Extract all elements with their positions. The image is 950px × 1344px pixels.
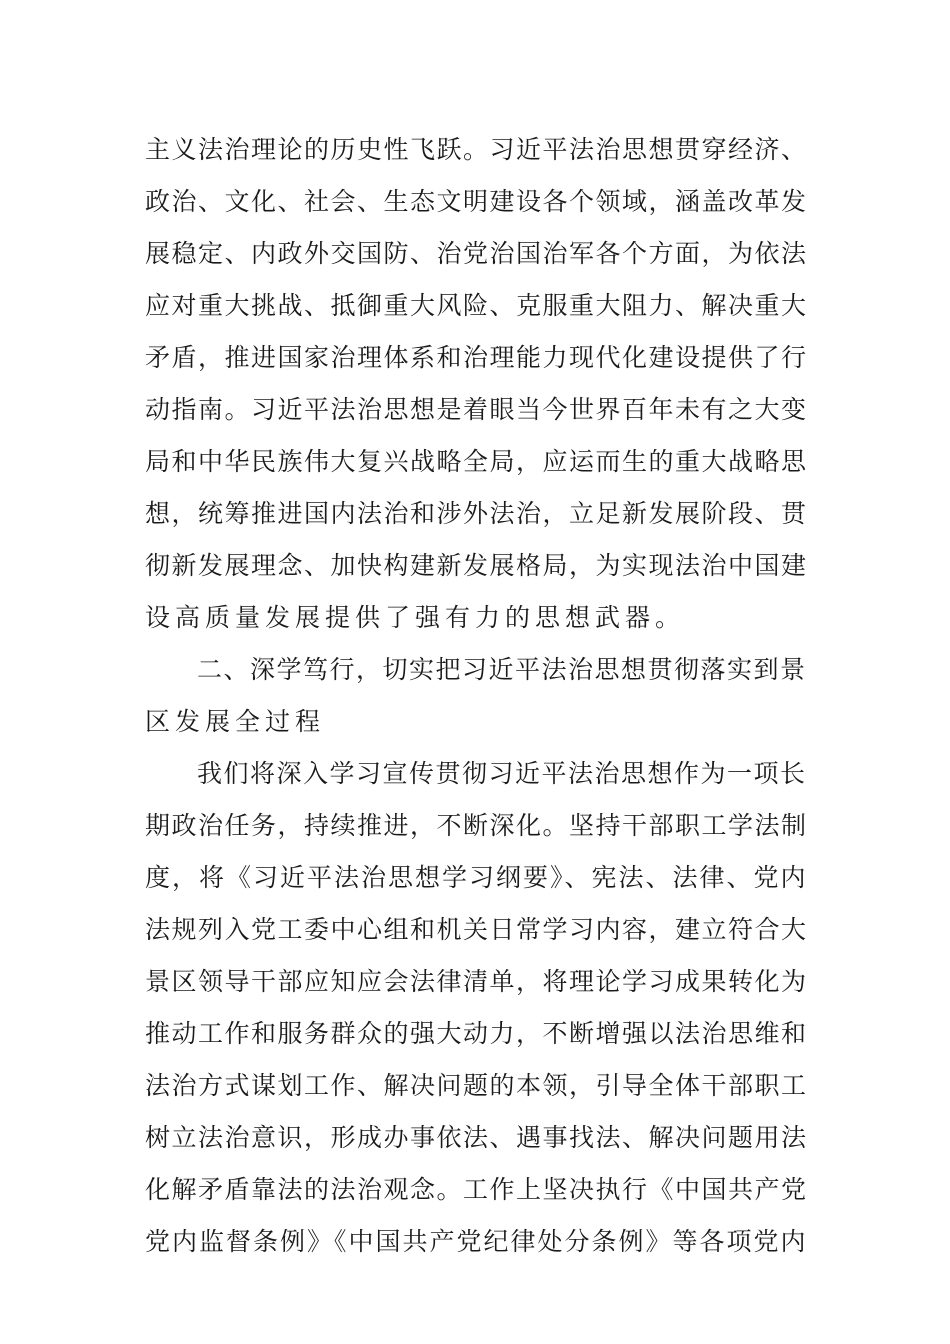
text-line: 主义法治理论的历史性飞跃。习近平法治思想贯穿经济、 [145,135,808,164]
text-line: 设高质量发展提供了强有力的思想武器。 [145,603,686,632]
text-line: 想，统筹推进国内法治和涉外法治，立足新发展阶段、贯 [145,499,808,528]
text-line: 度，将《习近平法治思想学习纲要》、宪法、法律、党内 [145,863,808,892]
text-line: 推动工作和服务群众的强大动力，不断增强以法治思维和 [145,1019,808,1048]
text-line: 景区领导干部应知应会法律清单，将理论学习成果转化为 [145,967,808,996]
text-line: 化解矛盾靠法的法治观念。工作上坚决执行《中国共产党 [145,1175,808,1204]
text-line: 法治方式谋划工作、解决问题的本领，引导全体干部职工 [145,1071,808,1100]
text-line: 展稳定、内政外交国防、治党治国治军各个方面，为依法 [145,239,808,268]
section-heading-line: 二、深学笃行，切实把习近平法治思想贯彻落实到景 [197,655,807,684]
section-heading-line: 区发展全过程 [145,707,326,736]
text-line: 树立法治意识，形成办事依法、遇事找法、解决问题用法 [145,1123,808,1152]
text-line: 动指南。习近平法治思想是着眼当今世界百年未有之大变 [145,395,808,424]
text-line: 法规列入党工委中心组和机关日常学习内容，建立符合大 [145,915,808,944]
text-line: 党内监督条例》《中国共产党纪律处分条例》等各项党内 [145,1227,808,1256]
text-line: 矛盾，推进国家治理体系和治理能力现代化建设提供了行 [145,343,808,372]
text-line: 应对重大挑战、抵御重大风险、克服重大阻力、解决重大 [145,291,808,320]
text-line: 我们将深入学习宣传贯彻习近平法治思想作为一项长 [197,759,807,788]
text-line: 局和中华民族伟大复兴战略全局，应运而生的重大战略思 [145,447,808,476]
text-line: 彻新发展理念、加快构建新发展格局，为实现法治中国建 [145,551,808,580]
text-line: 期政治任务，持续推进，不断深化。坚持干部职工学法制 [145,811,808,840]
text-line: 政治、文化、社会、生态文明建设各个领域，涵盖改革发 [145,187,808,216]
